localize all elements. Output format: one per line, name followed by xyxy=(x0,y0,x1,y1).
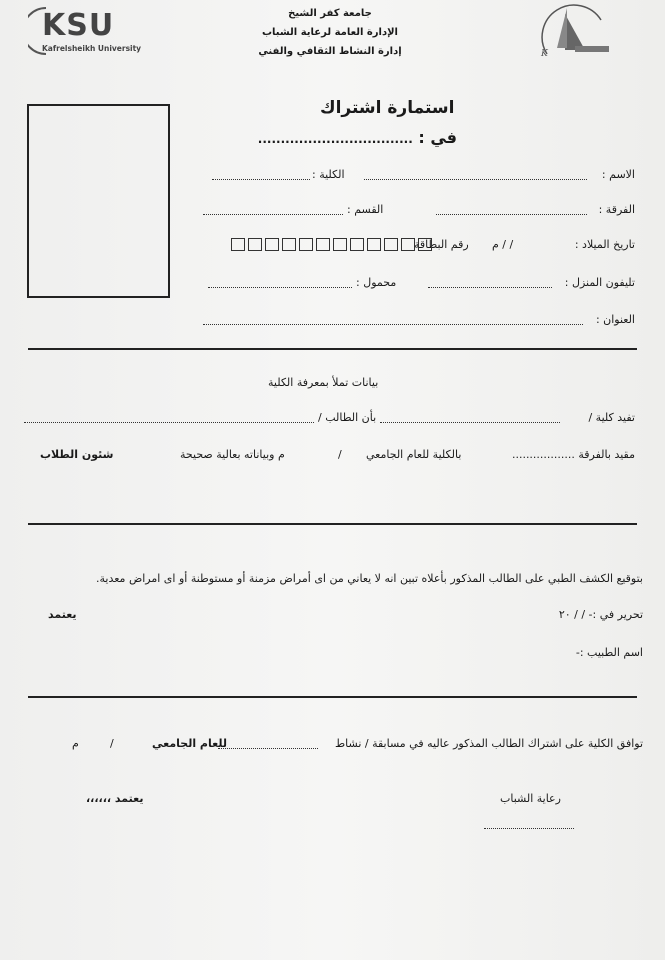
sail-logo-icon xyxy=(535,4,613,60)
final-approve: يعتمد ،،،،،، xyxy=(86,792,144,805)
department-field[interactable] xyxy=(203,214,343,215)
college-field[interactable] xyxy=(212,179,310,180)
year-slash: / xyxy=(338,448,342,461)
divider-2 xyxy=(28,523,637,525)
activity-field[interactable] xyxy=(218,748,318,749)
youth-care-signature[interactable] xyxy=(484,828,574,829)
card-number-boxes[interactable] xyxy=(231,236,435,255)
birthdate-slashes: / / م xyxy=(492,238,514,251)
youth-care-logo xyxy=(535,4,613,60)
level-field[interactable] xyxy=(436,214,587,215)
approval-statement: توافق الكلية على اشتراك الطالب المذكور عاليه في مسابقة / نشاط xyxy=(335,737,643,750)
medical-approve: يعتمد xyxy=(48,608,77,621)
department-label: القسم : xyxy=(347,203,384,216)
home-phone-field[interactable] xyxy=(428,287,552,288)
college-section-heading: بيانات تملأ بمعرفة الكلية xyxy=(268,376,379,389)
youth-care-label: رعاية الشباب xyxy=(500,792,561,805)
approval-academic-year: للعام الجامعي xyxy=(152,737,227,750)
form-title: استمارة اشتراك xyxy=(320,98,455,118)
photo-box xyxy=(27,104,170,298)
level-label: الفرقة : xyxy=(598,203,635,216)
fi-dots: .................................. xyxy=(257,132,413,146)
cultural-activity-admin: إدارة النشاط الثقافي والفني xyxy=(258,46,402,57)
logo-subtext: Kafrelsheikh University xyxy=(42,44,142,53)
card-number-label: رقم البطاقة xyxy=(414,238,469,251)
college-statement-field[interactable] xyxy=(380,422,560,423)
mobile-field[interactable] xyxy=(208,287,352,288)
student-field[interactable] xyxy=(24,422,314,423)
competition-line xyxy=(257,128,457,147)
youth-care-admin: الإدارة العامة لرعاية الشباب xyxy=(261,27,398,38)
college-label: الكلية : xyxy=(312,168,345,181)
data-correct-text: م وبياناته بعالية صحيحة xyxy=(180,448,285,461)
address-label: العنوان : xyxy=(595,313,635,326)
approval-year-slash: / xyxy=(110,737,114,750)
divider-3 xyxy=(28,696,637,698)
university-name: جامعة كفر الشيخ xyxy=(288,8,372,19)
name-field[interactable] xyxy=(364,179,587,180)
birthdate-label: تاريخ الميلاد : xyxy=(574,238,635,251)
ksu-logo xyxy=(28,6,168,56)
address-field[interactable] xyxy=(203,324,583,325)
college-statement-label: تفيد كلية / xyxy=(588,411,635,424)
fi-label: في : xyxy=(418,128,457,147)
student-label: بأن الطالب / xyxy=(318,411,377,424)
doctor-name-label: اسم الطبيب :- xyxy=(575,646,643,659)
mobile-label: محمول : xyxy=(356,276,397,289)
approval-year-suffix: م xyxy=(72,737,79,750)
home-phone-label: تليفون المنزل : xyxy=(564,276,635,289)
medical-statement: بتوقيع الكشف الطبي على الطالب المذكور بأعلاه تبين انه لا يعاني من اى أمراض مزمنة أو مستوطنة أو اى امراض معدية. xyxy=(96,572,643,585)
svg-text:K: K xyxy=(541,49,548,59)
logo-text: KSU xyxy=(42,8,115,43)
issue-date: تحرير في :- / / ٢٠ xyxy=(558,608,643,621)
name-label: الاسم : xyxy=(601,168,635,181)
student-affairs: شئون الطلاب xyxy=(40,448,114,461)
enrolled-level: مقيد بالفرقة .................. xyxy=(511,448,635,461)
divider-1 xyxy=(28,348,637,350)
academic-year-label: بالكلية للعام الجامعي xyxy=(366,448,462,461)
